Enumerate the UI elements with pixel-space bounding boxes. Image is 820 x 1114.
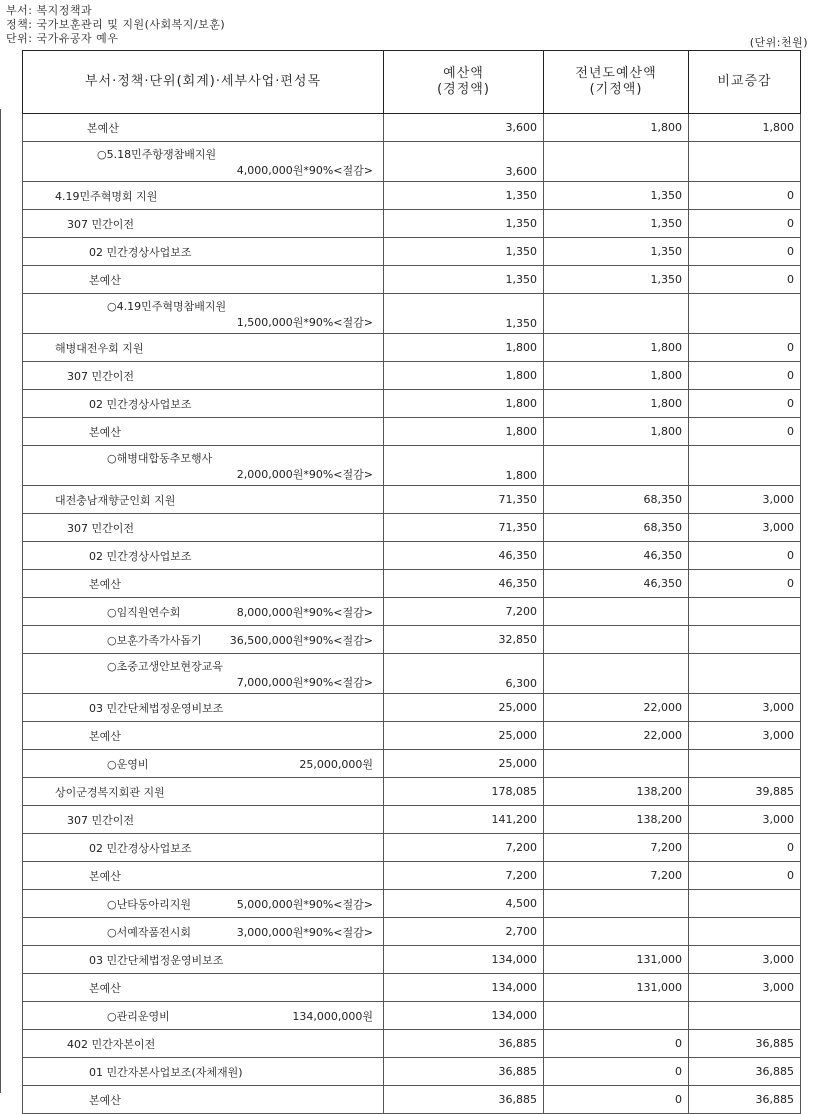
row-label-cell xyxy=(23,142,384,182)
prior-budget-cell: 131,000 xyxy=(544,974,689,1002)
row-label-cell xyxy=(23,918,384,946)
prior-budget-cell: 138,200 xyxy=(544,806,689,834)
table-row xyxy=(23,266,801,294)
change-amount-cell: 0 xyxy=(689,210,801,238)
row-label: 본예산 xyxy=(89,869,121,883)
column-header-budget xyxy=(384,51,544,114)
table-row xyxy=(23,210,801,238)
row-label-cell xyxy=(23,266,384,294)
table-row xyxy=(23,946,801,974)
change-amount-cell xyxy=(689,598,801,626)
detail-item-amount: 25,000,000원 xyxy=(299,757,373,771)
budget-amount-cell: 36,885 xyxy=(384,1058,544,1086)
prior-budget-cell: 1,350 xyxy=(544,210,689,238)
row-label: 402 민간자본이전 xyxy=(67,1037,156,1051)
prior-budget-cell: 131,000 xyxy=(544,946,689,974)
change-amount-cell xyxy=(689,1002,801,1030)
budget-amount-cell: 46,350 xyxy=(384,542,544,570)
table-row xyxy=(23,918,801,946)
budget-amount-cell: 6,300 xyxy=(384,654,544,694)
change-amount-cell: 1,800 xyxy=(689,114,801,142)
change-amount-cell xyxy=(689,626,801,654)
row-label: 본예산 xyxy=(89,729,121,743)
budget-amount-cell: 36,885 xyxy=(384,1086,544,1114)
change-amount-cell: 39,885 xyxy=(689,778,801,806)
budget-amount-cell: 178,085 xyxy=(384,778,544,806)
change-amount-cell: 3,000 xyxy=(689,514,801,542)
budget-table xyxy=(22,50,801,1114)
detail-item-label: ○4.19민주혁명참배지원 xyxy=(107,299,227,313)
budget-amount-cell: 134,000 xyxy=(384,946,544,974)
budget-amount-cell: 1,800 xyxy=(384,446,544,486)
table-row xyxy=(23,890,801,918)
table-row xyxy=(23,446,801,486)
prior-budget-cell: 0 xyxy=(544,1030,689,1058)
change-amount-cell: 36,885 xyxy=(689,1058,801,1086)
table-row xyxy=(23,834,801,862)
row-label: 307 민간이전 xyxy=(67,521,134,535)
unit-note: (단위:천원) xyxy=(749,36,808,49)
change-amount-cell xyxy=(689,890,801,918)
change-amount-cell xyxy=(689,750,801,778)
change-amount-cell: 36,885 xyxy=(689,1030,801,1058)
table-row xyxy=(23,1058,801,1086)
budget-amount-cell: 1,800 xyxy=(384,362,544,390)
budget-amount-cell: 3,600 xyxy=(384,114,544,142)
detail-item-amount: 4,000,000원*90%<절감> xyxy=(236,163,373,177)
prior-budget-cell: 1,800 xyxy=(544,114,689,142)
row-label-cell xyxy=(23,1058,384,1086)
prior-budget-cell xyxy=(544,750,689,778)
row-label-cell xyxy=(23,722,384,750)
row-label: 01 민간자본사업보조(자체재원) xyxy=(89,1065,243,1079)
detail-item-amount: 1,500,000원*90%<절감> xyxy=(236,315,373,329)
detail-item-label: ○초중고생안보현장교육 xyxy=(107,659,223,673)
detail-item-label: ○난타동아리지원 xyxy=(107,897,191,911)
row-label: 307 민간이전 xyxy=(67,217,134,231)
prior-budget-cell xyxy=(544,918,689,946)
table-row xyxy=(23,694,801,722)
change-amount-cell: 0 xyxy=(689,362,801,390)
change-amount-cell xyxy=(689,446,801,486)
table-row xyxy=(23,390,801,418)
table-row xyxy=(23,418,801,446)
table-row xyxy=(23,294,801,334)
row-label-cell xyxy=(23,598,384,626)
prior-budget-cell: 68,350 xyxy=(544,486,689,514)
row-label-cell xyxy=(23,1030,384,1058)
budget-amount-cell: 32,850 xyxy=(384,626,544,654)
row-label: 해병대전우회 지원 xyxy=(55,341,144,355)
table-row xyxy=(23,542,801,570)
row-label: 본예산 xyxy=(89,577,121,591)
row-label-cell xyxy=(23,570,384,598)
row-label: 02 민간경상사업보조 xyxy=(89,549,192,563)
detail-item-label: ○해병대합동추모행사 xyxy=(107,451,213,465)
row-label-cell xyxy=(23,238,384,266)
budget-amount-cell: 46,350 xyxy=(384,570,544,598)
detail-item-amount: 3,000,000원*90%<절감> xyxy=(236,925,373,939)
table-row xyxy=(23,974,801,1002)
row-label: 대전충남재향군인회 지원 xyxy=(55,493,176,507)
prior-budget-cell: 22,000 xyxy=(544,722,689,750)
row-label: 03 민간단체법정운영비보조 xyxy=(89,953,224,967)
row-label: 4.19민주혁명회 지원 xyxy=(55,189,158,203)
row-label: 02 민간경상사업보조 xyxy=(89,397,192,411)
row-label-cell xyxy=(23,486,384,514)
table-row xyxy=(23,1030,801,1058)
table-row xyxy=(23,570,801,598)
row-label-cell xyxy=(23,834,384,862)
budget-amount-cell: 1,350 xyxy=(384,210,544,238)
prior-budget-cell: 46,350 xyxy=(544,542,689,570)
change-amount-cell: 3,000 xyxy=(689,486,801,514)
change-amount-cell: 0 xyxy=(689,862,801,890)
prior-budget-cell: 1,350 xyxy=(544,238,689,266)
policy-line: 정책: 국가보훈관리 및 지원(사회복지/보훈) xyxy=(6,18,226,31)
table-row xyxy=(23,486,801,514)
row-label-cell xyxy=(23,890,384,918)
change-amount-cell: 0 xyxy=(689,570,801,598)
detail-item-amount: 7,000,000원*90%<절감> xyxy=(236,675,373,689)
budget-amount-cell: 1,350 xyxy=(384,182,544,210)
row-label-cell xyxy=(23,182,384,210)
table-row xyxy=(23,654,801,694)
row-label: 02 민간경상사업보조 xyxy=(89,245,192,259)
table-row xyxy=(23,334,801,362)
row-label: 본예산 xyxy=(87,121,119,135)
change-amount-cell: 3,000 xyxy=(689,694,801,722)
column-header-prior-line1: 전년도예산액 xyxy=(575,66,657,81)
prior-budget-cell: 1,800 xyxy=(544,418,689,446)
row-label: 본예산 xyxy=(89,425,121,439)
table-row xyxy=(23,626,801,654)
prior-budget-cell: 1,800 xyxy=(544,390,689,418)
table-row xyxy=(23,750,801,778)
change-amount-cell: 3,000 xyxy=(689,946,801,974)
budget-amount-cell: 141,200 xyxy=(384,806,544,834)
detail-item-amount: 5,000,000원*90%<절감> xyxy=(236,897,373,911)
prior-budget-cell xyxy=(544,598,689,626)
column-header-prior-line2: (기정액) xyxy=(589,82,643,97)
budget-amount-cell: 7,200 xyxy=(384,862,544,890)
row-label: 02 민간경상사업보조 xyxy=(89,841,192,855)
row-label: 307 민간이전 xyxy=(67,813,134,827)
change-amount-cell xyxy=(689,142,801,182)
change-amount-cell: 0 xyxy=(689,266,801,294)
table-row xyxy=(23,806,801,834)
row-label: 본예산 xyxy=(89,1093,121,1107)
row-label-cell xyxy=(23,778,384,806)
column-header-item: 부서·정책·단위(회계)·세부사업·편성목 xyxy=(23,51,384,114)
budget-amount-cell: 36,885 xyxy=(384,1030,544,1058)
change-amount-cell: 0 xyxy=(689,834,801,862)
prior-budget-cell: 1,350 xyxy=(544,266,689,294)
row-label-cell xyxy=(23,1002,384,1030)
prior-budget-cell xyxy=(544,1002,689,1030)
detail-item-amount: 8,000,000원*90%<절감> xyxy=(236,605,373,619)
change-amount-cell: 0 xyxy=(689,418,801,446)
change-amount-cell xyxy=(689,294,801,334)
row-label: 본예산 xyxy=(89,981,121,995)
budget-amount-cell: 25,000 xyxy=(384,694,544,722)
budget-amount-cell: 2,700 xyxy=(384,918,544,946)
column-header-prior-budget xyxy=(544,51,689,114)
row-label-cell xyxy=(23,294,384,334)
row-label: 307 민간이전 xyxy=(67,369,134,383)
budget-amount-cell: 25,000 xyxy=(384,750,544,778)
table-row xyxy=(23,722,801,750)
row-label-cell xyxy=(23,390,384,418)
budget-amount-cell: 71,350 xyxy=(384,486,544,514)
dept-line: 부서: 복지정책과 xyxy=(6,4,93,17)
table-row xyxy=(23,238,801,266)
table-row xyxy=(23,114,801,142)
prior-budget-cell: 46,350 xyxy=(544,570,689,598)
prior-budget-cell: 0 xyxy=(544,1058,689,1086)
left-frame-line xyxy=(0,109,1,1093)
unit-line: 단위: 국가유공자 예우 xyxy=(6,32,119,45)
change-amount-cell xyxy=(689,918,801,946)
budget-amount-cell: 134,000 xyxy=(384,1002,544,1030)
detail-item-label: ○임직원연수회 xyxy=(107,605,181,619)
table-header-row xyxy=(23,51,801,114)
budget-amount-cell: 25,000 xyxy=(384,722,544,750)
change-amount-cell: 0 xyxy=(689,334,801,362)
change-amount-cell: 0 xyxy=(689,390,801,418)
table-body xyxy=(23,114,801,1114)
budget-amount-cell: 1,800 xyxy=(384,418,544,446)
row-label: 본예산 xyxy=(89,273,121,287)
prior-budget-cell xyxy=(544,294,689,334)
change-amount-cell: 0 xyxy=(689,542,801,570)
prior-budget-cell: 1,800 xyxy=(544,334,689,362)
row-label: 03 민간단체법정운영비보조 xyxy=(89,701,224,715)
detail-item-amount: 2,000,000원*90%<절감> xyxy=(236,467,373,481)
budget-amount-cell: 1,800 xyxy=(384,334,544,362)
prior-budget-cell xyxy=(544,142,689,182)
table-row xyxy=(23,598,801,626)
budget-amount-cell: 7,200 xyxy=(384,834,544,862)
budget-amount-cell: 7,200 xyxy=(384,598,544,626)
row-label-cell xyxy=(23,974,384,1002)
table-row xyxy=(23,362,801,390)
budget-amount-cell: 1,350 xyxy=(384,238,544,266)
prior-budget-cell: 68,350 xyxy=(544,514,689,542)
prior-budget-cell xyxy=(544,446,689,486)
table-row xyxy=(23,182,801,210)
row-label-cell xyxy=(23,446,384,486)
prior-budget-cell: 7,200 xyxy=(544,862,689,890)
table-row xyxy=(23,1002,801,1030)
row-label-cell xyxy=(23,114,384,142)
table-row xyxy=(23,778,801,806)
row-label-cell xyxy=(23,418,384,446)
table-row xyxy=(23,514,801,542)
change-amount-cell: 3,000 xyxy=(689,806,801,834)
detail-item-amount: 36,500,000원*90%<절감> xyxy=(229,633,373,647)
column-header-budget-line1: 예산액 xyxy=(443,66,484,81)
row-label: 상이군경복지회관 지원 xyxy=(55,785,165,799)
budget-amount-cell: 1,350 xyxy=(384,294,544,334)
prior-budget-cell: 0 xyxy=(544,1086,689,1114)
table-row xyxy=(23,1086,801,1114)
row-label-cell xyxy=(23,210,384,238)
table-row xyxy=(23,862,801,890)
budget-amount-cell: 1,350 xyxy=(384,266,544,294)
row-label-cell xyxy=(23,626,384,654)
change-amount-cell: 0 xyxy=(689,182,801,210)
change-amount-cell: 3,000 xyxy=(689,722,801,750)
detail-item-label: ○5.18민주항쟁참배지원 xyxy=(97,147,217,161)
column-header-change: 비교증감 xyxy=(689,51,801,114)
row-label-cell xyxy=(23,654,384,694)
budget-amount-cell: 3,600 xyxy=(384,142,544,182)
row-label-cell xyxy=(23,750,384,778)
row-label-cell xyxy=(23,694,384,722)
prior-budget-cell xyxy=(544,626,689,654)
row-label-cell xyxy=(23,514,384,542)
change-amount-cell: 3,000 xyxy=(689,974,801,1002)
table-row xyxy=(23,142,801,182)
row-label-cell xyxy=(23,362,384,390)
detail-item-label: ○운영비 xyxy=(107,757,149,771)
prior-budget-cell xyxy=(544,890,689,918)
change-amount-cell: 0 xyxy=(689,238,801,266)
change-amount-cell: 36,885 xyxy=(689,1086,801,1114)
budget-amount-cell: 4,500 xyxy=(384,890,544,918)
column-header-budget-line2: (경정액) xyxy=(437,82,490,97)
prior-budget-cell: 1,800 xyxy=(544,362,689,390)
row-label-cell xyxy=(23,862,384,890)
row-label-cell xyxy=(23,806,384,834)
prior-budget-cell: 7,200 xyxy=(544,834,689,862)
prior-budget-cell: 138,200 xyxy=(544,778,689,806)
change-amount-cell xyxy=(689,654,801,694)
prior-budget-cell: 1,350 xyxy=(544,182,689,210)
budget-amount-cell: 134,000 xyxy=(384,974,544,1002)
detail-item-amount: 134,000,000원 xyxy=(292,1009,373,1023)
prior-budget-cell: 22,000 xyxy=(544,694,689,722)
prior-budget-cell xyxy=(544,654,689,694)
row-label-cell xyxy=(23,542,384,570)
budget-amount-cell: 1,800 xyxy=(384,390,544,418)
row-label-cell xyxy=(23,946,384,974)
budget-amount-cell: 71,350 xyxy=(384,514,544,542)
detail-item-label: ○보훈가족가사돕기 xyxy=(107,633,202,647)
row-label-cell xyxy=(23,334,384,362)
detail-item-label: ○관리운영비 xyxy=(107,1009,170,1023)
row-label-cell xyxy=(23,1086,384,1114)
detail-item-label: ○서예작품전시회 xyxy=(107,925,191,939)
